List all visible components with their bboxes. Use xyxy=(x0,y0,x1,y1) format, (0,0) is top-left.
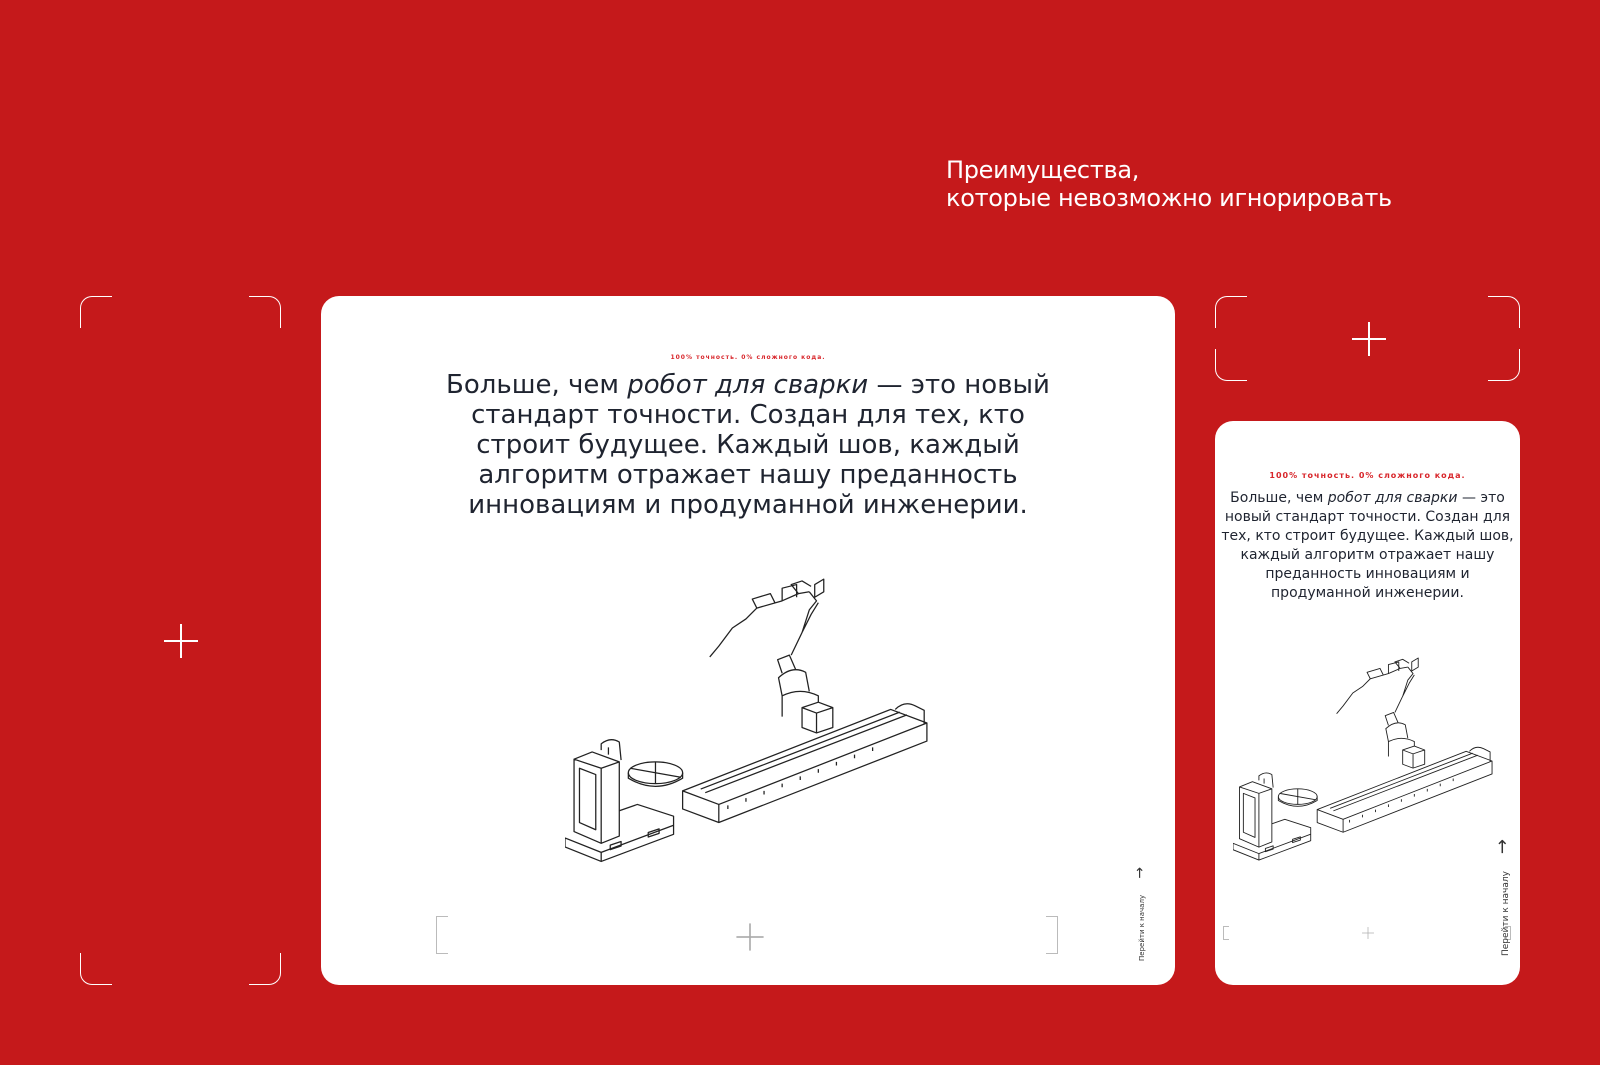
desc-text: — это новый стандарт точности. Создан для тех, кто строит будущее. Каждый шов, каждый алгоритм отражает нашу преданность инновациям и продуманной инженерии. xyxy=(1221,490,1514,601)
corner-bracket xyxy=(80,953,112,985)
desktop-preview-card xyxy=(321,296,1175,985)
arrow-up-icon: → xyxy=(1492,839,1513,855)
desc-italic: робот для сварки xyxy=(627,370,869,400)
corner-bracket xyxy=(1488,349,1520,381)
desc-italic: робот для сварки xyxy=(1327,490,1458,506)
corner-bracket xyxy=(249,953,281,985)
back-to-top-link[interactable] xyxy=(1492,839,1513,956)
section-heading xyxy=(946,156,1392,212)
mobile-preview-card xyxy=(1215,421,1520,985)
plus-icon xyxy=(1352,322,1386,356)
tagline: 100% точность. 0% сложного кода. xyxy=(670,354,826,361)
back-to-top-label: Перейти к началу xyxy=(1501,871,1511,956)
corner-bracket xyxy=(80,296,112,328)
desc-text: Больше, чем xyxy=(446,370,628,400)
plus-icon xyxy=(736,923,763,950)
description xyxy=(421,370,1075,520)
corner-bracket xyxy=(1215,296,1247,328)
heading-line-1: Преимущества, xyxy=(946,156,1140,184)
heading-line-2: которые невозможно игнорировать xyxy=(946,184,1392,212)
corner-bracket xyxy=(1223,926,1229,940)
welding-robot-illustration xyxy=(565,558,945,888)
corner-bracket xyxy=(249,296,281,328)
corner-bracket xyxy=(436,916,448,954)
plus-icon xyxy=(164,624,198,658)
corner-bracket xyxy=(1046,916,1058,954)
back-to-top-label: Перейти к началу xyxy=(1138,894,1146,961)
desc-text: Больше, чем xyxy=(1230,490,1328,506)
tagline: 100% точность. 0% сложного кода. xyxy=(1269,471,1466,480)
plus-icon xyxy=(1362,927,1374,939)
description xyxy=(1221,489,1514,603)
welding-robot-illustration xyxy=(1233,646,1505,876)
arrow-up-icon: → xyxy=(1132,866,1148,879)
corner-bracket xyxy=(1215,349,1247,381)
back-to-top-link[interactable] xyxy=(1132,867,1148,961)
desc-text: — это новый стандарт точности. Создан для тех, кто строит будущее. Каждый шов, каждый алгоритм отражает нашу преданность инновациям и продуманной инженерии. xyxy=(468,370,1050,520)
corner-bracket xyxy=(1488,296,1520,328)
